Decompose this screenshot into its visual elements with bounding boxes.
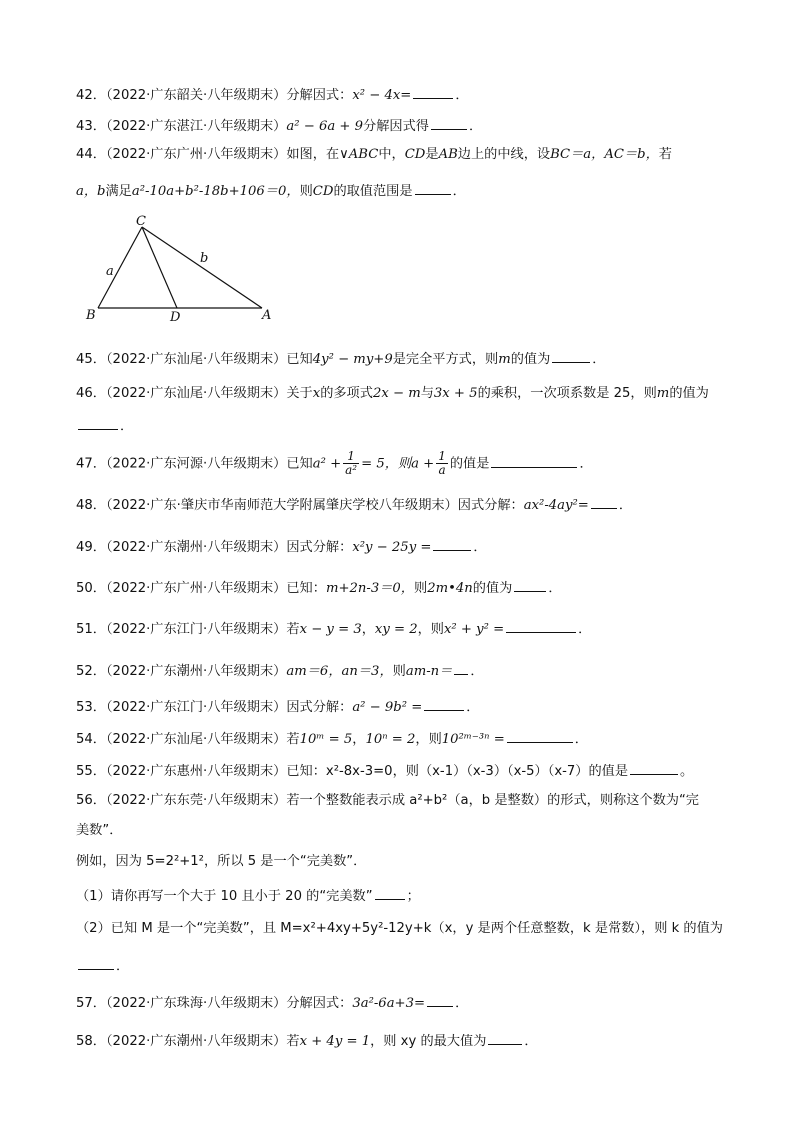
punctuation: ． [455, 88, 469, 103]
fraction-1-over-a [436, 450, 448, 477]
text: 满足 [105, 184, 132, 199]
problem-55-text: 55．（2022·广东惠州·八年级期末）已知：x²-8x-3=0，则（x-1）（x-3）（x-5）（x-7）的值是 [76, 764, 629, 779]
problem-54-source: 54．（2022·广东汕尾·八年级期末）若 [76, 732, 300, 747]
punctuation: ． [524, 1034, 538, 1049]
expr-a: a² + [312, 456, 342, 472]
problem-42-text: 42．（2022·广东韶关·八年级期末）分解因式： [76, 88, 353, 103]
segment-ab: AB [438, 147, 458, 162]
problem-56-text-cont: 美数”． [76, 823, 123, 838]
problem-52-source: 52．（2022·广东潮州·八年级期末） [76, 664, 287, 679]
problem-56-line-1 [76, 792, 734, 810]
problem-56-part-2-answer [76, 955, 734, 976]
definitions: BC＝a，AC＝b， [550, 147, 659, 162]
problem-50 [76, 577, 734, 598]
triangle-figure [80, 215, 280, 325]
text: ，则 [417, 622, 444, 637]
problem-52 [76, 660, 734, 681]
answer-blank [78, 415, 118, 430]
problem-42-expr: x² − 4x= [352, 88, 412, 103]
punctuation: ． [452, 184, 466, 199]
text: 是完全平方式，则 [392, 352, 499, 367]
problem-42 [76, 84, 734, 105]
problem-57-expr: 3a²-6a+3= [352, 996, 426, 1011]
variable-m: m [498, 352, 511, 367]
punctuation: 。 [680, 764, 694, 779]
punctuation: ． [116, 959, 130, 974]
text: 则 [414, 581, 428, 596]
answer-blank [591, 494, 617, 509]
text: 边上的中线，设 [457, 147, 551, 162]
problem-46-line-2 [76, 415, 734, 436]
punctuation: ． [592, 352, 606, 367]
punctuation: ． [548, 581, 562, 596]
expr-2: xy = 2 [374, 622, 418, 637]
label-c: C [136, 215, 146, 229]
expr-1: 10ᵐ = 5 [299, 732, 353, 747]
condition-expr: a²-10a+b²-18b+106＝0， [131, 184, 300, 199]
problem-54 [76, 728, 734, 749]
expr-2: 3x + 5 [433, 386, 478, 401]
answer-blank [427, 992, 453, 1007]
problem-56-line-2 [76, 822, 734, 840]
answer-blank [514, 577, 546, 592]
text: 的值为 [669, 386, 709, 401]
problem-51-source: 51．（2022·广东江门·八年级期末）若 [76, 622, 300, 637]
problem-48 [76, 494, 734, 515]
problem-43-text: 分解因式得 [363, 119, 429, 134]
numerator: 1 [438, 449, 446, 463]
problem-58-source: 58．（2022·广东潮州·八年级期末）若 [76, 1034, 300, 1049]
text: 的值为 [472, 581, 513, 596]
problem-56-example [76, 853, 734, 871]
problem-56-text: 56．（2022·广东东莞·八年级期末）若一个整数能表示成 a²+b²（a，b 是整数）的形式，则称这个数为“完 [76, 793, 699, 808]
problem-56-part-1 [76, 885, 734, 906]
answer-blank [507, 728, 573, 743]
fraction-1-over-a-squared [343, 450, 359, 477]
expr-2: 10ⁿ = 2 [365, 732, 416, 747]
answer-blank [552, 348, 590, 363]
punctuation: ． [473, 540, 487, 555]
problem-58 [76, 1030, 734, 1051]
text: 若 [658, 147, 672, 162]
problem-43-source: 43．（2022·广东湛江·八年级期末） [76, 119, 287, 134]
problem-47 [76, 450, 734, 477]
punctuation: ． [618, 498, 633, 513]
problem-53 [76, 696, 734, 717]
problem-44-line-2 [76, 180, 734, 201]
part-1-text: （1）请你再写一个大于 10 且小于 20 的“完美数” [76, 889, 373, 904]
punctuation: ． [120, 419, 134, 434]
problem-53-expr: a² − 9b² = [352, 700, 423, 715]
denominator: a [438, 463, 446, 477]
example-text: 例如，因为 5=2²+1²，所以 5 是一个“完美数”． [76, 854, 367, 869]
problem-55 [76, 760, 734, 781]
problem-57 [76, 992, 734, 1013]
problem-45 [76, 348, 734, 369]
problem-48-source: 48．（2022·广东·肇庆市华南师范大学附属肇庆学校八年级期末）因式分解： [76, 498, 524, 513]
text: 则 [392, 664, 406, 679]
punctuation: ． [574, 732, 588, 747]
denominator: a² [345, 463, 358, 477]
problem-51 [76, 618, 734, 639]
variable-x: x [312, 386, 321, 401]
variable-m: m [656, 386, 670, 401]
label-side-b: b [200, 251, 209, 266]
problem-50-expr-2: 2m•4n [427, 581, 473, 596]
text: 与 [420, 386, 434, 401]
answer-blank [630, 760, 678, 775]
punctuation: ． [466, 700, 480, 715]
punctuation: ． [579, 456, 593, 472]
label-b: B [86, 308, 96, 323]
problem-50-expr: m+2n-3＝0， [325, 581, 414, 596]
text: 则 [299, 184, 313, 199]
label-a: A [262, 308, 272, 323]
problem-53-source: 53．（2022·广东江门·八年级期末）因式分解： [76, 700, 353, 715]
label-d: D [170, 310, 181, 325]
text: 是 [425, 147, 439, 162]
punctuation: ． [470, 664, 484, 679]
problem-46-line-1 [76, 385, 734, 403]
expr-b: = 5，则 [361, 456, 412, 472]
text: 的乘积，一次项系数是 25，则 [477, 386, 657, 401]
side-bc [98, 227, 142, 308]
problem-56-part-2 [76, 920, 734, 938]
separator: ， [361, 622, 375, 637]
answer-blank [415, 180, 451, 195]
variables: a，b [76, 184, 106, 199]
text: 的值是 [449, 456, 490, 472]
problem-46-source: 46．（2022·广东汕尾·八年级期末）关于 [76, 386, 313, 401]
answer-blank [454, 660, 468, 675]
punctuation: ． [468, 119, 483, 134]
problem-45-expr: 4y² − my+9 [312, 352, 393, 367]
text: 的取值范围是 [333, 184, 413, 199]
expr-3: x² + y² = [444, 622, 505, 637]
text: ，则 [415, 732, 442, 747]
problem-44-line-1 [76, 146, 734, 164]
separator: ， [352, 732, 366, 747]
answer-blank [413, 84, 453, 99]
text: 的多项式 [320, 386, 373, 401]
part-2-text: （2）已知 M 是一个“完美数”，且 M=x²+4xy+5y²-12y+k（x，y 是两个任意整数，k 是常数），则 k 的值为 [76, 921, 723, 936]
answer-blank [491, 453, 577, 468]
problem-58-expr: x + 4y = 1 [299, 1034, 371, 1049]
answer-blank [424, 696, 464, 711]
expr-3: 10²ᵐ⁻³ⁿ = [441, 732, 505, 747]
text: ，则 xy 的最大值为 [370, 1034, 487, 1049]
problem-52-expr: am＝6，an＝3， [286, 664, 393, 679]
problem-49-source: 49．（2022·广东潮州·八年级期末）因式分解： [76, 540, 353, 555]
punctuation: ． [578, 622, 592, 637]
problem-50-source: 50．（2022·广东广州·八年级期末）已知： [76, 581, 326, 596]
text: 中， [378, 147, 405, 162]
punctuation: ． [455, 996, 469, 1011]
problem-45-source: 45．（2022·广东汕尾·八年级期末）已知 [76, 352, 313, 367]
label-side-a: a [106, 264, 114, 279]
expr-1: x − y = 3 [299, 622, 362, 637]
answer-blank [488, 1030, 522, 1045]
segment-cd: CD [312, 184, 334, 199]
answer-blank [431, 115, 467, 130]
problem-57-source: 57．（2022·广东珠海·八年级期末）分解因式： [76, 996, 353, 1011]
segment-cd: CD [404, 147, 426, 162]
problem-52-expr-2: am-n＝ [405, 664, 453, 679]
expr-1: 2x − m [372, 386, 421, 401]
punctuation: ； [406, 889, 420, 904]
problem-43 [76, 115, 734, 136]
answer-blank [78, 955, 114, 970]
problem-49-expr: x²y − 25y = [352, 540, 432, 555]
expr-c: a + [411, 456, 435, 472]
problem-48-expr: ax²-4ay²= [523, 498, 589, 513]
triangle-symbol: ∨ABC [339, 147, 379, 162]
answer-blank [375, 885, 405, 900]
problem-49 [76, 536, 734, 557]
problem-44-source: 44．（2022·广东广州·八年级期末）如图，在 [76, 147, 340, 162]
numerator: 1 [343, 450, 359, 464]
problem-47-source: 47．（2022·广东河源·八年级期末）已知 [76, 456, 313, 472]
text: 的值为 [510, 352, 551, 367]
problem-43-expr: a² − 6a + 9 [286, 119, 364, 134]
answer-blank [433, 536, 471, 551]
answer-blank [506, 618, 576, 633]
